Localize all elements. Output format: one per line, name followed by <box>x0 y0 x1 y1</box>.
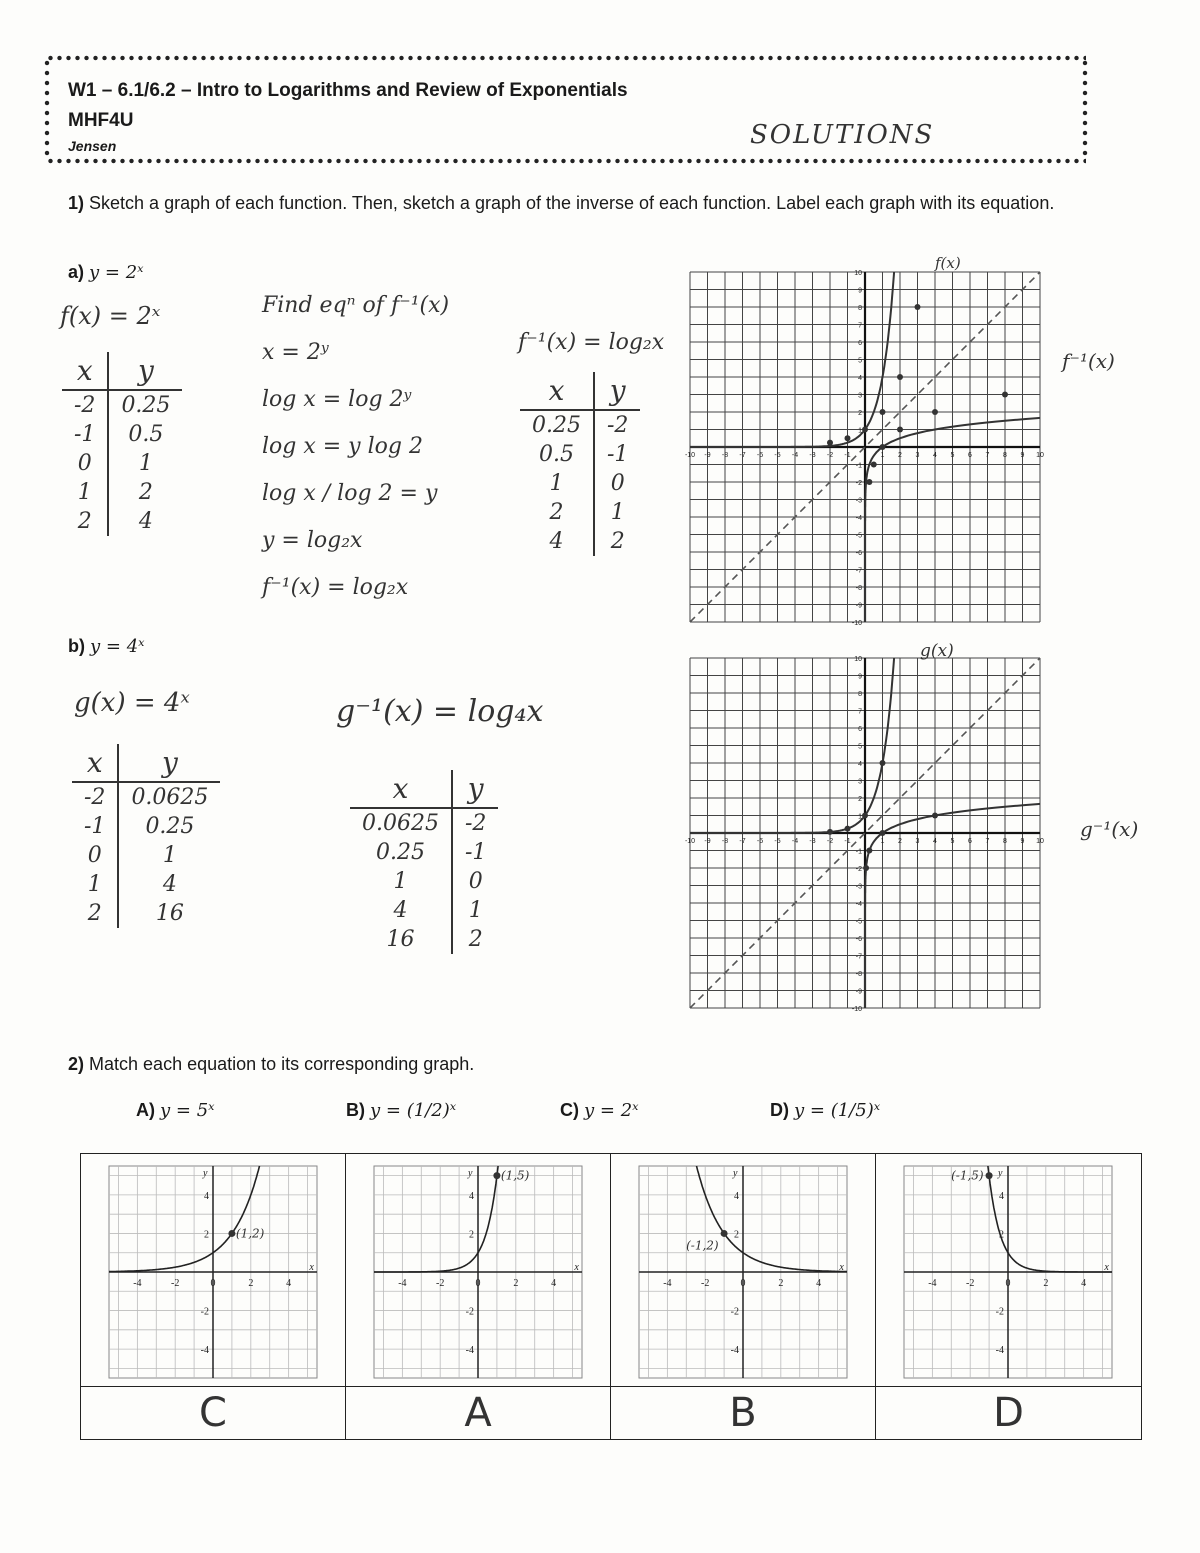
y-tick-label: 2 <box>469 1229 474 1241</box>
y-tick-label: 2 <box>858 796 862 803</box>
table-b-cell: 16 <box>155 901 184 926</box>
x-tick-label: -2 <box>436 1278 445 1289</box>
y-tick-label: -9 <box>855 988 862 996</box>
y-tick-label: 4 <box>858 761 862 768</box>
table-a-inverse-header-1: y <box>594 372 640 410</box>
table-b-inverse-cell: 0.0625 <box>350 808 452 838</box>
x-tick-label: -2 <box>701 1278 710 1289</box>
derivation-step: f⁻¹(x) = log₂x <box>262 575 409 600</box>
inverse-derivation-a <box>262 282 449 611</box>
y-tick-label: 5 <box>858 743 862 751</box>
x-tick-label: 10 <box>1036 838 1044 845</box>
table-b-inverse-cell: 0 <box>468 869 483 894</box>
course-code: MHF4U <box>68 110 134 131</box>
y-tick-label: -7 <box>855 567 862 575</box>
data-point <box>845 826 851 832</box>
table-a-inverse-row <box>520 410 640 440</box>
y-tick-label: 3 <box>858 392 862 400</box>
table-b-cell: 0.25 <box>145 814 195 839</box>
y-tick-label: -8 <box>855 585 862 592</box>
y-tick-label: -4 <box>465 1345 474 1357</box>
x-axis-name: x <box>309 1262 314 1273</box>
y-tick-label: -5 <box>855 918 862 926</box>
y-tick-label: 1 <box>858 813 862 821</box>
table-b-row <box>72 782 220 812</box>
data-point <box>932 409 938 415</box>
table-b-cell: 1 <box>72 870 118 899</box>
answer-2: A <box>346 1386 611 1440</box>
exponential-curve <box>109 1138 266 1272</box>
question-1-number: 1) <box>68 193 85 213</box>
y-tick-label: -4 <box>995 1345 1004 1357</box>
header-border-left <box>44 58 50 158</box>
y-tick-label: 9 <box>858 287 862 295</box>
data-point <box>897 374 903 380</box>
y-tick-label: 8 <box>858 691 862 698</box>
x-tick-label: -4 <box>791 838 799 845</box>
table-b-row <box>72 870 220 899</box>
table-b-inverse-row <box>350 808 498 838</box>
table-b-inverse-cell: 4 <box>350 896 452 925</box>
x-tick-label: -8 <box>721 838 729 845</box>
graph-exponential-base-4 <box>680 636 1140 1016</box>
x-tick-label: -2 <box>826 838 834 845</box>
teacher-name: Jensen <box>68 138 117 154</box>
part-b-inverse-title: g⁻¹(x) = log₄x <box>336 694 544 729</box>
graph-exponential-base-2 <box>680 250 1140 627</box>
derivation-step: log x = y log 2 <box>262 434 423 459</box>
option-a-equation: y = 5ˣ <box>160 1100 215 1121</box>
table-a-inverse-cell: 4 <box>520 527 594 556</box>
curves <box>690 102 1200 622</box>
part-a-heading <box>68 262 144 283</box>
table-b-cell: 4 <box>162 872 177 897</box>
match-graph-2 <box>346 1154 610 1386</box>
x-tick-label: -4 <box>791 452 799 459</box>
point-label: (1,5) <box>500 1168 530 1183</box>
match-graph-cell-2 <box>346 1154 611 1386</box>
y-tick-label: 4 <box>469 1190 474 1202</box>
table-b-inverse-row <box>350 867 498 896</box>
part-b-label: b) <box>68 636 85 656</box>
x-tick-label: -9 <box>704 838 711 845</box>
y-tick-label: 7 <box>858 322 862 330</box>
y-tick-label: 8 <box>858 305 862 312</box>
curve-group <box>985 1139 1112 1272</box>
x-tick-label: -1 <box>844 452 851 459</box>
x-tick-label: 7 <box>985 838 990 845</box>
table-a-cell: 0.5 <box>128 422 164 447</box>
x-tick-label: 5 <box>950 838 955 845</box>
header-border-top <box>46 55 1086 61</box>
option-d-label: D) <box>770 1100 789 1120</box>
data-point <box>862 813 868 819</box>
y-tick-label: -2 <box>855 480 862 487</box>
y-tick-label: -6 <box>855 550 862 557</box>
marked-point <box>228 1230 235 1237</box>
x-tick-label: 7 <box>985 452 990 459</box>
x-tick-label: -2 <box>826 452 834 459</box>
question-2 <box>68 1054 474 1075</box>
logarithmic-curve <box>865 795 1200 1008</box>
table-a-header-1: y <box>108 352 182 390</box>
header-border-right <box>1082 58 1088 158</box>
matching-table <box>80 1153 1142 1440</box>
y-tick-label: -2 <box>200 1306 209 1318</box>
x-tick-label: 6 <box>968 838 972 845</box>
x-tick-label: -4 <box>928 1278 937 1289</box>
derivation-step: x = 2ʸ <box>262 340 329 365</box>
y-tick-label: -1 <box>855 848 862 856</box>
x-tick-label: 2 <box>513 1278 519 1289</box>
question-2-number: 2) <box>68 1054 85 1074</box>
y-tick-label: -3 <box>855 497 862 505</box>
y-tick-label: 2 <box>734 1229 739 1241</box>
data-point <box>871 462 877 468</box>
option-d-equation: y = (1/5)ˣ <box>794 1100 881 1121</box>
option-b <box>346 1100 456 1121</box>
table-b-header-0: x <box>72 744 118 782</box>
match-graph-cell-1 <box>81 1154 346 1386</box>
table-a-cell: 1 <box>62 478 108 507</box>
table-b-inverse-header-1: y <box>452 770 498 808</box>
data-point <box>863 865 869 871</box>
x-tick-label: -5 <box>774 452 781 459</box>
x-tick-label: 2 <box>248 1278 254 1289</box>
solutions-stamp: SOLUTIONS <box>750 120 935 150</box>
part-a-label: a) <box>68 262 85 282</box>
table-b-inverse-cell: 2 <box>468 927 483 952</box>
option-c-label: C) <box>560 1100 579 1120</box>
table-b-cell: 0.0625 <box>131 785 209 810</box>
table-a-cell: 1 <box>138 451 153 476</box>
derivation-step: y = log₂x <box>262 528 363 553</box>
part-b-function: g(x) = 4ˣ <box>74 688 190 718</box>
table-b-row <box>72 899 220 928</box>
table-b-cell: -2 <box>72 782 118 812</box>
table-a-cell: 2 <box>138 480 153 505</box>
x-tick-label: 4 <box>816 1278 822 1289</box>
data-point <box>932 813 938 819</box>
table-b-inverse-cell: -1 <box>464 840 487 865</box>
table-b-cell: 0 <box>72 841 118 870</box>
graph-2-label-ginv: g⁻¹(x) <box>1080 817 1139 841</box>
x-tick-label: 0 <box>210 1278 216 1289</box>
x-tick-label: 1 <box>880 838 885 845</box>
y-tick-label: -4 <box>855 515 862 522</box>
x-tick-label: -5 <box>774 838 781 845</box>
table-a-cell: 4 <box>138 509 153 534</box>
x-tick-label: -2 <box>171 1278 180 1289</box>
table-b-inverse-cell: 1 <box>468 898 483 923</box>
x-tick-label: 4 <box>551 1278 557 1289</box>
x-tick-label: 3 <box>915 838 920 845</box>
x-tick-label: -8 <box>721 452 729 459</box>
table-b-inverse-cell: 16 <box>350 925 452 954</box>
y-tick-label: 2 <box>999 1229 1004 1241</box>
table-a-cell: -2 <box>62 390 108 420</box>
x-tick-label: -7 <box>739 452 746 459</box>
match-graph-cell-3 <box>611 1154 876 1386</box>
table-a-inverse-row <box>520 527 640 556</box>
x-tick-label: -4 <box>398 1278 407 1289</box>
option-a <box>136 1100 215 1121</box>
table-a-header-0: x <box>62 352 108 390</box>
question-2-prompt: Match each equation to its corresponding graph. <box>89 1054 475 1074</box>
y-tick-label: 10 <box>854 656 862 663</box>
answer-3: B <box>611 1386 876 1440</box>
y-tick-label: -5 <box>855 532 862 540</box>
y-tick-label: 10 <box>854 270 862 277</box>
marked-point <box>986 1172 993 1179</box>
y-tick-label: -6 <box>855 936 862 943</box>
table-a-cell: 2 <box>62 507 108 536</box>
answer-4: D <box>876 1386 1141 1440</box>
data-point <box>866 479 872 485</box>
table-b-inverse-cell: -2 <box>464 811 487 836</box>
question-1-prompt: Sketch a graph of each function. Then, sketch a graph of the inverse of each function. Label each graph with its equation. <box>89 193 1055 213</box>
data-point <box>866 848 872 854</box>
x-tick-label: 2 <box>778 1278 784 1289</box>
x-tick-label: -10 <box>684 452 696 459</box>
x-tick-label: 4 <box>933 452 937 459</box>
data-point <box>880 444 886 450</box>
x-tick-label: 4 <box>933 838 937 845</box>
table-a-inverse-cell: 2 <box>610 529 625 554</box>
table-a-row <box>62 449 182 478</box>
x-tick-label: 8 <box>1003 838 1007 845</box>
y-tick-label: -2 <box>855 866 862 873</box>
x-axis-name: x <box>1104 1262 1109 1273</box>
x-tick-label: 2 <box>898 838 902 845</box>
table-a-inverse-row <box>520 469 640 498</box>
table-b-inverse-row <box>350 925 498 954</box>
point-label: (-1,5) <box>951 1168 984 1183</box>
y-tick-label: -7 <box>855 953 862 961</box>
y-tick-label: 9 <box>858 673 862 681</box>
part-a-inverse-title: f⁻¹(x) = log₂x <box>518 330 665 355</box>
data-point <box>915 304 921 310</box>
y-axis-name: y <box>468 1168 473 1179</box>
exponential-curve <box>985 1139 1112 1272</box>
y-tick-label: -1 <box>855 462 862 470</box>
table-a-cell: 0.25 <box>121 393 171 418</box>
point-label: (1,2) <box>235 1226 265 1241</box>
data-point <box>880 409 886 415</box>
part-b-equation: y = 4ˣ <box>90 636 145 657</box>
y-tick-label: 4 <box>999 1190 1004 1202</box>
y-tick-label: -10 <box>851 1006 862 1013</box>
table-b-inverse-cell: 0.25 <box>350 838 452 867</box>
option-b-equation: y = (1/2)ˣ <box>370 1100 457 1121</box>
y-tick-label: -8 <box>855 971 862 978</box>
data-point <box>862 427 868 433</box>
table-b <box>72 744 220 928</box>
table-a-inverse-cell: -2 <box>606 413 629 438</box>
table-a <box>62 352 182 536</box>
marked-point <box>721 1230 728 1237</box>
x-tick-label: 0 <box>1005 1278 1011 1289</box>
header-border-bottom <box>46 158 1086 164</box>
match-graph-cell-4 <box>876 1154 1141 1386</box>
x-tick-label: 6 <box>968 452 972 459</box>
x-tick-label: -9 <box>704 452 711 459</box>
data-point <box>827 440 833 446</box>
x-tick-label: -4 <box>663 1278 672 1289</box>
part-a-equation: y = 2ˣ <box>89 262 144 283</box>
y-tick-label: 4 <box>734 1190 739 1202</box>
curve-group <box>109 1138 266 1272</box>
x-tick-label: 8 <box>1003 452 1007 459</box>
y-tick-label: -3 <box>855 883 862 891</box>
table-a-inverse-cell: 1 <box>520 469 594 498</box>
y-tick-label: 6 <box>858 726 862 733</box>
curve-group <box>374 1139 501 1272</box>
match-graph-4 <box>876 1154 1141 1386</box>
table-b-inverse <box>350 770 498 954</box>
table-a-inverse-header-0: x <box>520 372 594 410</box>
y-tick-label: 3 <box>858 778 862 786</box>
x-tick-label: 2 <box>1043 1278 1049 1289</box>
option-c <box>560 1100 639 1121</box>
table-a-inverse-cell: 2 <box>520 498 594 527</box>
x-tick-label: -7 <box>739 838 746 845</box>
y-axis-name: y <box>733 1168 738 1179</box>
x-tick-label: 10 <box>1036 452 1044 459</box>
x-tick-label: -1 <box>844 838 851 845</box>
x-tick-label: 9 <box>1020 838 1025 845</box>
data-point <box>897 427 903 433</box>
derivation-step: log x = log 2ʸ <box>262 387 412 412</box>
table-b-inverse-row <box>350 838 498 867</box>
x-tick-label: -6 <box>756 452 764 459</box>
y-tick-label: -9 <box>855 602 862 610</box>
table-b-inverse-header-0: x <box>350 770 452 808</box>
graph-2-label-g: g(x) <box>920 641 954 661</box>
data-point <box>1002 392 1008 398</box>
match-graph-1 <box>81 1154 345 1386</box>
x-tick-label: -3 <box>809 838 816 845</box>
data-point <box>880 830 886 836</box>
logarithmic-curve <box>865 409 1200 622</box>
table-a-inverse-cell: -1 <box>606 442 629 467</box>
y-tick-label: 6 <box>858 340 862 347</box>
y-tick-label: -2 <box>995 1306 1004 1318</box>
x-tick-label: -10 <box>684 838 696 845</box>
table-b-inverse-cell: 1 <box>350 867 452 896</box>
table-b-row <box>72 841 220 870</box>
table-b-cell: 2 <box>72 899 118 928</box>
y-tick-label: -4 <box>200 1345 209 1357</box>
worksheet-title: W1 – 6.1/6.2 – Intro to Logarithms and Review of Exponentials <box>68 80 628 101</box>
table-b-row <box>72 812 220 841</box>
table-a-inverse-cell: 0.25 <box>520 410 594 440</box>
question-1 <box>68 188 1128 218</box>
x-tick-label: 4 <box>286 1278 292 1289</box>
table-a-inverse-row <box>520 498 640 527</box>
derivation-step: log x / log 2 = y <box>262 481 438 506</box>
table-a-inverse <box>520 372 640 556</box>
x-tick-label: 2 <box>898 452 902 459</box>
y-tick-label: 2 <box>204 1229 209 1241</box>
data-point <box>845 435 851 441</box>
table-a-inverse-cell: 0.5 <box>520 440 594 469</box>
answer-1: C <box>81 1386 346 1440</box>
x-tick-label: 5 <box>950 452 955 459</box>
derivation-step: Find eqⁿ of f⁻¹(x) <box>262 293 450 318</box>
x-tick-label: 0 <box>475 1278 481 1289</box>
x-tick-label: 1 <box>880 452 885 459</box>
table-b-inverse-row <box>350 896 498 925</box>
x-tick-label: 0 <box>740 1278 746 1289</box>
y-tick-label: 7 <box>858 708 862 716</box>
table-a-row <box>62 507 182 536</box>
table-b-cell: 1 <box>162 843 177 868</box>
x-axis-name: x <box>839 1262 844 1273</box>
exponential-curve <box>374 1139 501 1272</box>
point-label: (-1,2) <box>686 1238 719 1253</box>
y-tick-label: -2 <box>730 1306 739 1318</box>
table-a-inverse-cell: 0 <box>610 471 625 496</box>
y-tick-label: -4 <box>855 901 862 908</box>
table-a-cell: -1 <box>62 420 108 449</box>
part-b-heading <box>68 636 145 657</box>
x-tick-label: 3 <box>915 452 920 459</box>
graph-1-label-f: f(x) <box>935 254 961 272</box>
y-tick-label: 2 <box>858 410 862 417</box>
part-a-function: f(x) = 2ˣ <box>60 302 161 330</box>
graph-1-label-finv: f⁻¹(x) <box>1062 349 1115 373</box>
option-d <box>770 1100 880 1121</box>
option-b-label: B) <box>346 1100 365 1120</box>
x-tick-label: -2 <box>966 1278 975 1289</box>
x-axis-name: x <box>574 1262 579 1273</box>
y-tick-label: 4 <box>204 1190 209 1202</box>
x-tick-label: -4 <box>133 1278 142 1289</box>
y-tick-label: 5 <box>858 357 862 365</box>
y-tick-label: -2 <box>465 1306 474 1318</box>
exponential-curve <box>690 102 903 447</box>
x-tick-label: -3 <box>809 452 816 459</box>
x-tick-label: 9 <box>1020 452 1025 459</box>
option-a-label: A) <box>136 1100 155 1120</box>
data-point <box>827 829 833 835</box>
match-graph-3 <box>611 1154 875 1386</box>
x-tick-label: 4 <box>1081 1278 1087 1289</box>
x-tick-label: -6 <box>756 838 764 845</box>
y-tick-label: 1 <box>858 427 862 435</box>
y-tick-label: 4 <box>858 375 862 382</box>
table-b-header-1: y <box>118 744 220 782</box>
table-a-inverse-cell: 1 <box>610 500 625 525</box>
y-tick-label: -4 <box>730 1345 739 1357</box>
marked-point <box>493 1172 500 1179</box>
option-c-equation: y = 2ˣ <box>584 1100 639 1121</box>
y-axis-name: y <box>998 1168 1003 1179</box>
y-axis-name: y <box>203 1168 208 1179</box>
table-a-row <box>62 390 182 420</box>
table-a-row <box>62 478 182 507</box>
y-tick-label: -10 <box>851 620 862 627</box>
table-a-row <box>62 420 182 449</box>
table-a-inverse-row <box>520 440 640 469</box>
table-b-cell: -1 <box>72 812 118 841</box>
table-a-cell: 0 <box>62 449 108 478</box>
data-point <box>880 760 886 766</box>
